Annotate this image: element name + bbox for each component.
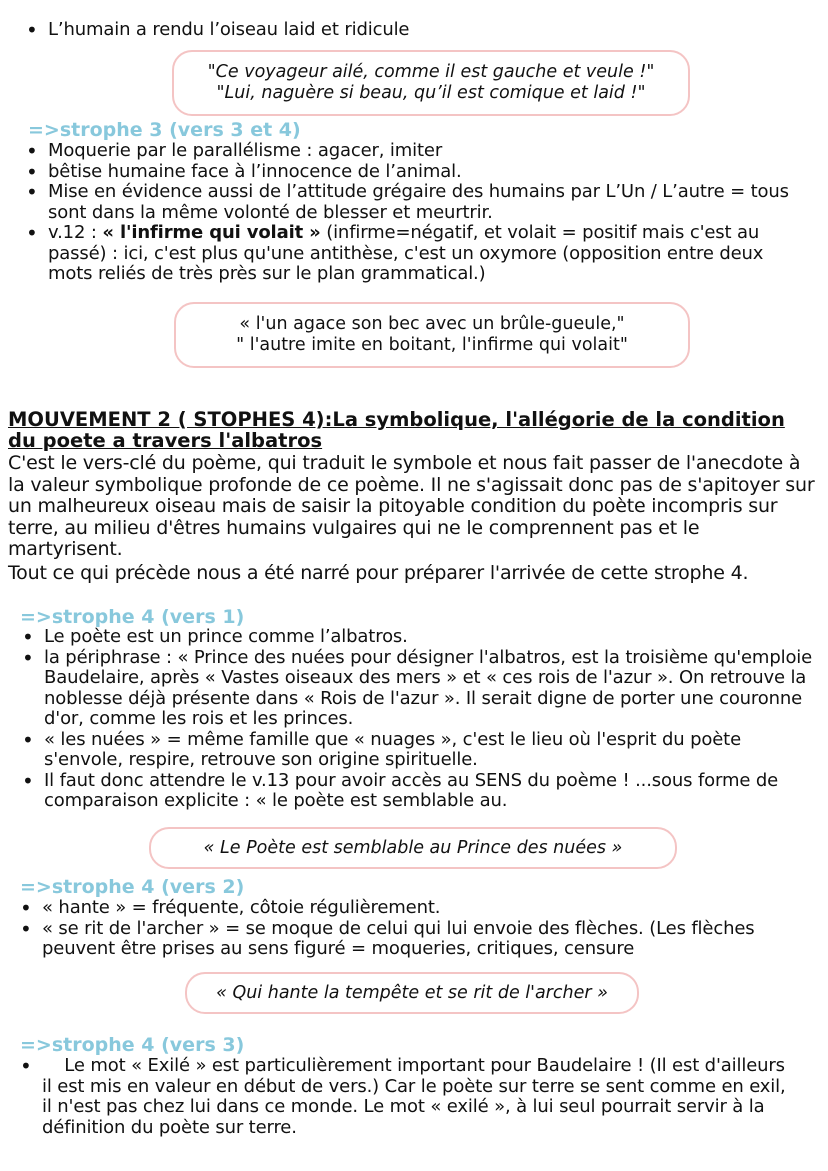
list-item: • Moquerie par le parallélisme : agacer, imiter: [26, 141, 802, 162]
quote-line: "Lui, naguère si beau, qu’il est comique et laid !": [216, 83, 646, 103]
strophe-3-heading: =>strophe 3 (vers 3 et 4): [28, 119, 301, 141]
list-item: • « les nuées » = même famille que « nuages », c'est le lieu où l'esprit du poète s'envole, respire, retrouve son origine spirituelle.: [22, 730, 814, 771]
quote-line: « Le Poète est semblable au Prince des nuées »: [203, 837, 623, 858]
list-item: • « se rit de l'archer » = se moque de celui qui lui envoie des flèches. (Les flèches peuvent être prises au sens figuré = moqueries, critiques, censure: [20, 919, 810, 960]
strophe-4-v1-heading: =>strophe 4 (vers 1): [20, 606, 245, 628]
list-item: • Il faut donc attendre le v.13 pour avoir accès au SENS du poème ! ...sous forme de comparaison explicite : « le poète est semblable au.: [22, 771, 814, 812]
list-item: [26, 223, 802, 285]
quote-line: " l'autre imite en boitant, l'infirme qui volait": [236, 335, 628, 355]
strophe-3-bullets: [26, 141, 802, 285]
section-title: MOUVEMENT 2 ( STOPHES 4):La symbolique, l'allégorie de la condition du poete a travers l'albatros: [8, 408, 785, 452]
list-item: • Le poète est un prince comme l’albatros.: [22, 627, 814, 648]
quote-box-2: [174, 302, 690, 368]
strophe-4-v2-heading: =>strophe 4 (vers 2): [20, 876, 245, 898]
strophe-4-v3-heading: =>strophe 4 (vers 3): [20, 1034, 245, 1056]
quote-box-3: [149, 827, 677, 869]
top-bullet-list: [26, 20, 806, 41]
list-item: • L’humain a rendu l’oiseau laid et ridicule: [26, 20, 806, 41]
list-item: • Mise en évidence aussi de l’attitude grégaire des humains par L’Un / L’autre = tous sont dans la même volonté de blesser et meurtrir.: [26, 182, 802, 223]
quote-line: « l'un agace son bec avec un brûle-gueule,": [239, 314, 625, 334]
quote-line: "Ce voyageur ailé, comme il est gauche et veule !": [207, 62, 655, 82]
list-item: • bêtise humaine face à l’innocence de l’animal.: [26, 162, 802, 183]
quote-box-1: [172, 50, 690, 116]
strophe-4-v3-bullets: [20, 1056, 790, 1138]
quote-line: « Qui hante la tempête et se rit de l'archer »: [216, 982, 608, 1003]
quote-box-4: [185, 972, 639, 1014]
paragraph: Tout ce qui précède nous a été narré pour préparer l'arrivée de cette strophe 4.: [8, 562, 749, 584]
strophe-4-v1-bullets: [22, 627, 814, 812]
key-quote: « l'infirme qui volait »: [102, 222, 321, 243]
paragraph: C'est le vers-clé du poème, qui traduit le symbole et nous fait passer de l'anecdote à la valeur symbolique profonde de ce poème. Il ne s'agissait donc pas de s'apitoyer sur un malheureux oiseau mais de saisir la pitoyable condition du poète incompris sur terre, au milieu d'êtres humains vulgaires qui ne le comprennent pas et le martyrisent.: [8, 452, 815, 560]
verse-ref: v.12 :: [48, 222, 103, 243]
list-item: • la périphrase : « Prince des nuées pour désigner l'albatros, est la troisième qu'emploie Baudelaire, après « Vastes oiseaux des mers » et « ces rois de l'azur ». On retrouve la noblesse déjà présente dans « Rois de l'azur ». Il serait digne de porter une couronne d'or, comme les rois et les princes.: [22, 648, 814, 730]
list-item: • Le mot « Exilé » est particulièrement important pour Baudelaire ! (Il est d'ailleurs il est mis en valeur en début de vers.) Car le poète sur terre se sent comme en exil, il n'est pas chez lui dans ce monde. Le mot « exilé », à lui seul pourrait servir à la définition du poète sur terre.: [20, 1056, 790, 1138]
strophe-4-v2-bullets: [20, 898, 810, 960]
list-item: • « hante » = fréquente, côtoie régulièrement.: [20, 898, 810, 919]
explanation: (infirme=négatif, et volait = positif mais c'est au passé) : ici, c'est plus qu'une antithèse, c'est un oxymore (opposition entre deux mots reliés de très près sur le plan grammatical.): [48, 222, 764, 284]
